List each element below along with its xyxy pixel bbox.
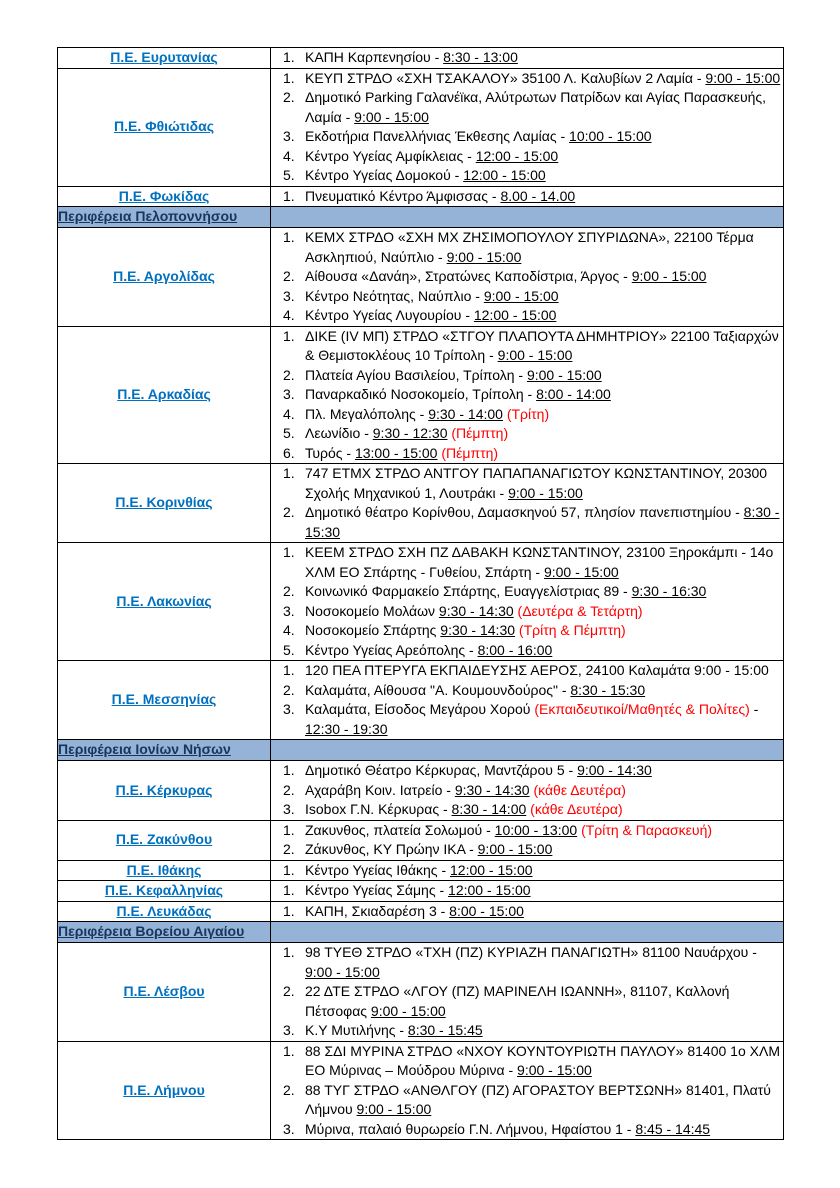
location-item — [271, 127, 783, 147]
location-item — [271, 582, 783, 602]
locations-cell — [271, 543, 784, 661]
location-name-text: ΔΙΚΕ (IV ΜΠ) ΣΤΡΔΟ «ΣΤΓΟΥ ΠΛΑΠΟΥΤΑ ΔΗΜΗΤΡΙΟΥ» 22100 Ταξιαρχών & Θεμιστοκλέους 10 Τρίπολη - — [305, 327, 779, 363]
location-item — [271, 48, 783, 68]
item-number: 3. — [283, 1022, 295, 1038]
location-name-text: Μύρινα, παλαιό θυρωρείο Γ.Ν. Λήμνου, Ηφαίστου 1 - — [305, 1120, 636, 1137]
item-text — [305, 840, 783, 860]
region-name-cell — [58, 881, 271, 902]
item-text — [305, 267, 783, 287]
region-name-cell — [58, 48, 271, 69]
location-item — [271, 187, 783, 207]
region-name-link[interactable]: Π.Ε. Κορινθίας — [115, 494, 213, 511]
location-name-text: 22 ΔΤΕ ΣΤΡΔΟ «ΛΓΟΥ (ΠΖ) ΜΑΡΙΝΕΛΗ ΙΩΑΝΝΗ», 81107, Καλλονή Πέτσοφας — [305, 983, 730, 1019]
item-text — [305, 1120, 783, 1140]
location-item — [271, 681, 783, 701]
hours-text: 8:30 - 14:00 — [451, 801, 527, 817]
location-item — [271, 405, 783, 425]
location-name-text: Κέντρο Υγείας Σάμης - — [305, 882, 449, 898]
location-item — [271, 602, 783, 622]
item-text — [305, 385, 783, 405]
location-name-text: ΚΑΠΗ, Σκιαδαρέση 3 - — [305, 902, 450, 919]
location-name-text: Αίθουσα «Δανάη», Στρατώνες Καποδίστρια, Άργος - — [305, 268, 632, 284]
item-text — [305, 405, 783, 425]
item-text — [305, 366, 783, 386]
location-name-text: Κέντρο Νεότητας, Ναύπλιο - — [305, 287, 484, 304]
locations-cell — [271, 943, 784, 1042]
item-text — [305, 424, 783, 444]
item-text — [305, 88, 783, 127]
section-title-cell — [58, 207, 271, 228]
location-item — [271, 1120, 783, 1140]
section-header-row — [58, 207, 784, 228]
item-text — [305, 582, 783, 602]
region-name-cell — [58, 228, 271, 327]
location-item — [271, 267, 783, 287]
locations-cell — [271, 901, 784, 922]
region-name-cell — [58, 464, 271, 543]
hours-text: 8.00 - 14.00 — [500, 187, 576, 204]
item-text — [305, 1042, 783, 1081]
region-row — [58, 820, 784, 860]
item-number: 4. — [283, 307, 295, 323]
locations-cell — [271, 1041, 784, 1140]
hours-text: 8:30 - 15:45 — [407, 1022, 483, 1038]
item-text — [305, 621, 783, 641]
item-number: 2. — [283, 1081, 295, 1098]
day-note-text: (Πέμπτη) — [441, 444, 499, 461]
location-item — [271, 464, 783, 503]
location-name-text: Ζάκυνθος, ΚΥ Πρώην ΙΚΑ - — [305, 841, 478, 857]
hours-text: 9:00 - 15:00 — [508, 484, 583, 501]
hours-text: 9:00 - 15:00 — [543, 563, 619, 580]
item-number: 1. — [283, 944, 295, 960]
region-name-cell — [58, 68, 271, 186]
item-text — [305, 306, 783, 326]
item-number: 1. — [283, 187, 295, 204]
item-number: 1. — [283, 327, 295, 344]
item-text — [305, 982, 783, 1021]
location-name-text: ΚΕΜΧ ΣΤΡΔΟ «ΣΧΗ ΜΧ ΖΗΣΙΜΟΠΟΥΛΟΥ ΣΠΥΡΙΔΩΝΑ», 22100 Τέρμα Ασκληπιού, Ναύπλιο - — [305, 229, 754, 265]
location-name-text: Καλαμάτα, Είσοδος Μεγάρου Χορού — [305, 701, 535, 717]
item-number: 3. — [283, 386, 295, 402]
location-name-text: Κέντρο Υγείας Αρεόπολης - — [305, 641, 478, 658]
location-item — [271, 641, 783, 661]
item-number: 2. — [283, 841, 295, 857]
region-name-cell — [58, 186, 271, 207]
hours-text: 9:00 - 15:00 — [305, 963, 380, 980]
region-row — [58, 326, 784, 464]
item-number: 5. — [283, 167, 295, 183]
item-number: 1. — [283, 1042, 295, 1059]
hours-text: 9:00 - 15:00 — [370, 1002, 446, 1019]
item-number: 5. — [283, 425, 295, 441]
item-text — [305, 444, 783, 464]
location-item — [271, 69, 783, 89]
location-name-text: Κέντρο Υγείας Δομοκού - — [305, 167, 464, 183]
item-number: 2. — [283, 268, 295, 284]
locations-cell — [271, 228, 784, 327]
item-number: 3. — [283, 1120, 295, 1137]
region-row — [58, 68, 784, 186]
region-name-link[interactable]: Π.Ε. Ευρυτανίας — [110, 49, 218, 65]
region-row — [58, 464, 784, 543]
location-name-text: Αχαράβη Κοιν. Ιατρείο - — [305, 781, 455, 798]
item-text — [305, 602, 783, 622]
locations-cell — [271, 761, 784, 821]
locations-cell — [271, 326, 784, 464]
location-item — [271, 1042, 783, 1081]
hours-text: 9:30 - 14:30 — [440, 622, 516, 638]
region-name-link[interactable]: Π.Ε. Λακωνίας — [116, 592, 212, 609]
hours-text: 9:00 - 15:00 — [517, 1062, 592, 1078]
location-item — [271, 943, 783, 982]
item-text — [305, 543, 783, 582]
day-note-text: (κάθε Δευτέρα) — [533, 781, 626, 798]
locations-cell — [271, 860, 784, 881]
day-note-text: (κάθε Δευτέρα) — [530, 801, 623, 817]
location-item — [271, 228, 783, 267]
location-name-text: Κ.Υ Μυτιλήνης - — [305, 1022, 408, 1038]
region-name-link[interactable]: Π.Ε. Αργολίδας — [113, 268, 215, 284]
item-text — [305, 48, 783, 68]
item-text — [305, 681, 783, 701]
item-number: 2. — [283, 89, 295, 105]
item-number: 1. — [283, 49, 295, 65]
location-item — [271, 902, 783, 922]
location-name-text: 747 ΕΤΜΧ ΣΤΡΔΟ ΑΝΤΓΟΥ ΠΑΠΑΠΑΝΑΓΙΩΤΟΥ ΚΩΝΣΤΑΝΤΙΝΟΥ, 20300 Σχολής Μηχανικού 1, Λουτράκι - — [305, 465, 768, 501]
location-item — [271, 982, 783, 1021]
hours-text: 9:30 - 14:00 — [428, 405, 503, 422]
location-name-text: Δημοτικό Parking Γαλανέϊκα, Αλύτρωτων Πατρίδων και Αγίας Παρασκευής, Λαμία - — [305, 89, 767, 125]
hours-text: 9:30 - 14:30 — [438, 602, 514, 619]
day-note-text: (Τρίτη) — [506, 405, 550, 422]
item-number: 1. — [283, 69, 295, 86]
item-text — [305, 1021, 783, 1041]
item-text — [305, 943, 783, 982]
hours-text: 8:00 - 14:00 — [536, 386, 611, 402]
region-name-cell — [58, 761, 271, 821]
locations-cell — [271, 881, 784, 902]
region-name-link[interactable]: Π.Ε. Αρκαδίας — [117, 386, 211, 402]
item-number: 1. — [283, 882, 295, 898]
hours-text: 9:00 - 15:00 — [631, 268, 707, 284]
item-number: 3. — [283, 801, 295, 817]
region-name-cell — [58, 860, 271, 881]
location-name-text: Λεωνίδιο - — [305, 425, 373, 441]
item-number: 1. — [283, 861, 295, 878]
location-item — [271, 621, 783, 641]
location-name-text: ΚΕΕΜ ΣΤΡΔΟ ΣΧΗ ΠΖ ΔΑΒΑΚΗ ΚΩΝΣΤΑΝΤΙΝΟΥ, 23100 Ξηροκάμπι - 14ο ΧΛΜ ΕΟ Σπάρτης - Γυθείου, Σπάρτη - — [305, 544, 774, 580]
location-name-text: - — [749, 701, 759, 717]
location-name-text: Κοινωνικό Φαρμακείο Σπάρτης, Ευαγγελίστριας 89 - — [305, 583, 632, 599]
hours-text: 12:00 - 15:00 — [475, 147, 559, 164]
location-name-text: Πλ. Μεγαλόπολης - — [305, 405, 429, 422]
location-item — [271, 781, 783, 801]
item-number: 1. — [283, 821, 295, 838]
hours-text: 12:30 - 19:30 — [305, 720, 388, 737]
section-title: Περιφέρεια Βορείου Αιγαίου — [58, 923, 245, 940]
region-row — [58, 881, 784, 902]
locations-cell — [271, 48, 784, 69]
location-name-text: Δημοτικό θέατρο Κορίνθου, Δαμασκηνού 57, πλησίον πανεπιστημίου - — [305, 504, 744, 520]
location-item — [271, 661, 783, 681]
section-title-cell — [58, 740, 271, 761]
item-text — [305, 821, 783, 841]
item-number: 2. — [283, 366, 295, 383]
hours-text: 8:00 - 16:00 — [477, 641, 553, 658]
hours-text: 12:00 - 15:00 — [450, 861, 533, 878]
location-item — [271, 1081, 783, 1120]
location-name-text: Πλατεία Αγίου Βασιλείου, Τρίπολη - — [305, 366, 527, 383]
hours-text: 9:30 - 12:30 — [372, 425, 448, 441]
hours-text: 12:00 - 15:00 — [463, 167, 546, 183]
hours-text: 9:00 - 15:00 — [497, 347, 573, 363]
item-number: 2. — [283, 781, 295, 798]
region-row — [58, 661, 784, 740]
item-text — [305, 69, 783, 89]
item-text — [305, 800, 783, 820]
location-item — [271, 861, 783, 881]
region-name-link[interactable]: Π.Ε. Λευκάδας — [116, 902, 212, 919]
item-number: 1. — [283, 762, 295, 778]
day-note-text: (Πέμπτη) — [451, 425, 509, 441]
regions-table — [57, 47, 784, 1140]
location-name-text: Πνευματικό Κέντρο Άμφισσας - — [305, 187, 501, 204]
item-text — [305, 187, 783, 207]
hours-text: 12:00 - 15:00 — [448, 882, 531, 898]
location-name-text: Καλαμάτα, Αίθουσα "Α. Κουμουνδούρος" - — [305, 681, 571, 698]
item-number: 1. — [283, 465, 295, 481]
item-number: 3. — [283, 602, 295, 619]
region-row — [58, 48, 784, 69]
region-name-link[interactable]: Π.Ε. Φωκίδας — [118, 187, 210, 204]
region-name-link[interactable]: Π.Ε. Κέρκυρας — [115, 781, 213, 798]
section-spacer-cell — [271, 207, 784, 228]
region-row — [58, 1041, 784, 1140]
location-name-text: 88 ΣΔΙ ΜΥΡΙΝΑ ΣΤΡΔΟ «ΝΧΟΥ ΚΟΥΝΤΟΥΡΙΩΤΗ ΠΑΥΛΟΥ» 81400 1ο ΧΛΜ ΕΟ Μύρινας – Μούδρου Μύρινα - — [305, 1042, 780, 1078]
region-name-link[interactable]: Π.Ε. Μεσσηνίας — [111, 691, 217, 708]
locations-cell — [271, 661, 784, 740]
item-text — [305, 166, 783, 186]
region-name-link[interactable]: Π.Ε. Ιθάκης — [126, 861, 202, 878]
location-name-text: Κέντρο Υγείας Αμφίκλειας - — [305, 147, 476, 164]
location-item — [271, 1021, 783, 1041]
region-name-cell — [58, 326, 271, 464]
location-item — [271, 543, 783, 582]
region-row — [58, 901, 784, 922]
day-note-text: (Τρίτη & Παρασκευή) — [581, 821, 713, 838]
item-text — [305, 287, 783, 307]
hours-text: 8:30 - 15:30 — [305, 504, 780, 540]
item-text — [305, 781, 783, 801]
item-number: 1. — [283, 544, 295, 560]
item-number: 3. — [283, 701, 295, 717]
region-name-link[interactable]: Π.Ε. Λέσβου — [123, 983, 205, 999]
item-text — [305, 503, 783, 542]
item-number: 1. — [283, 662, 295, 678]
location-name-text: 120 ΠΕΑ ΠΤΕΡΥΓΑ ΕΚΠΑΙΔΕΥΣΗΣ ΑΕΡΟΣ, 24100 Καλαμάτα 9:00 - 15:00 — [305, 662, 769, 678]
region-name-cell — [58, 820, 271, 860]
item-number: 6. — [283, 444, 295, 461]
location-item — [271, 800, 783, 820]
item-text — [305, 700, 783, 739]
item-number: 1. — [283, 229, 295, 245]
item-text — [305, 127, 783, 147]
location-name-text: 98 ΤΥΕΘ ΣΤΡΔΟ «ΤΧΗ (ΠΖ) ΚΥΡΙΑΖΗ ΠΑΝΑΓΙΩΤΗ» 81100 Ναυάρχου - — [305, 944, 757, 960]
location-name-text: Κέντρο Υγείας Λυγουρίου - — [305, 307, 474, 323]
location-item — [271, 761, 783, 781]
location-name-text: Isobox Γ.Ν. Κέρκυρας - — [305, 801, 452, 817]
item-text — [305, 881, 783, 901]
region-row — [58, 860, 784, 881]
section-header-row — [58, 740, 784, 761]
location-name-text: 88 ΤΥΓ ΣΤΡΔΟ «ΑΝΘΛΓΟΥ (ΠΖ) ΑΓΟΡΑΣΤΟΥ ΒΕΡΤΣΩΝΗ» 81401, Πλατύ Λήμνου — [305, 1081, 771, 1117]
section-title-cell — [58, 922, 271, 943]
location-name-text: Νοσοκομείο Σπάρτης — [305, 622, 441, 638]
item-number: 2. — [283, 583, 295, 599]
hours-text: 9:30 - 16:30 — [631, 583, 707, 599]
region-name-cell — [58, 943, 271, 1042]
region-name-link[interactable]: Π.Ε. Λήμνου — [123, 1081, 205, 1098]
hours-text: 10:00 - 15:00 — [569, 128, 652, 144]
hours-text: 8:45 - 14:45 — [635, 1120, 711, 1137]
item-text — [305, 902, 783, 922]
location-item — [271, 700, 783, 739]
hours-text: 9:30 - 14:30 — [454, 781, 530, 798]
section-header-row — [58, 922, 784, 943]
item-number: 3. — [283, 287, 295, 304]
location-item — [271, 821, 783, 841]
hours-text: 9:00 - 15:00 — [356, 1101, 432, 1117]
hours-text: 9:00 - 15:00 — [526, 366, 602, 383]
location-item — [271, 88, 783, 127]
item-text — [305, 861, 783, 881]
location-item — [271, 166, 783, 186]
location-item — [271, 306, 783, 326]
location-item — [271, 287, 783, 307]
region-row — [58, 761, 784, 821]
item-number: 4. — [283, 405, 295, 422]
item-number: 2. — [283, 983, 295, 999]
location-name-text: Τυρός - — [305, 444, 355, 461]
hours-text: 9:00 - 15:00 — [477, 841, 553, 857]
section-title: Περιφέρεια Πελοποννήσου — [58, 208, 238, 225]
location-name-text: Κέντρο Υγείας Ιθάκης - — [305, 861, 450, 878]
region-name-cell — [58, 901, 271, 922]
hours-text: 8:00 - 15:00 — [449, 902, 524, 919]
item-text — [305, 327, 783, 366]
region-name-link[interactable]: Π.Ε. Φθιώτιδας — [113, 118, 215, 135]
location-item — [271, 424, 783, 444]
item-text — [305, 228, 783, 267]
location-item — [271, 503, 783, 542]
location-item — [271, 385, 783, 405]
section-spacer-cell — [271, 922, 784, 943]
location-name-text: Νοσοκομείο Μολάων — [305, 602, 439, 619]
item-text — [305, 1081, 783, 1120]
region-row — [58, 943, 784, 1042]
region-row — [58, 543, 784, 661]
region-name-link[interactable]: Π.Ε. Ζακύνθου — [115, 831, 213, 848]
hours-text: 12:00 - 15:00 — [473, 307, 557, 323]
hours-text: 13:00 - 15:00 — [354, 444, 438, 461]
location-name-text: Δημοτικό Θέατρο Κέρκυρας, Μαντζάρου 5 - — [305, 762, 578, 778]
section-spacer-cell — [271, 740, 784, 761]
day-note-text: (Εκπαιδευτικοί/Μαθητές & Πολίτες) — [534, 701, 750, 717]
day-note-text: (Τρίτη & Πέμπτη) — [518, 622, 626, 638]
location-item — [271, 840, 783, 860]
location-name-text: ΚΑΠΗ Καρπενησίου - — [305, 49, 444, 65]
region-row — [58, 186, 784, 207]
location-item — [271, 327, 783, 366]
locations-cell — [271, 186, 784, 207]
item-number: 1. — [283, 902, 295, 919]
locations-cell — [271, 464, 784, 543]
region-name-cell — [58, 543, 271, 661]
region-name-cell — [58, 661, 271, 740]
hours-text: 8:30 - 13:00 — [443, 49, 518, 65]
section-title: Περιφέρεια Ιονίων Νήσων — [58, 741, 231, 758]
region-name-cell — [58, 1041, 271, 1140]
item-number: 4. — [283, 147, 295, 164]
hours-text: 9:00 - 15:00 — [705, 69, 781, 86]
location-item — [271, 147, 783, 167]
location-name-text: Παναρκαδικό Νοσοκομείο, Τρίπολη - — [305, 386, 537, 402]
hours-text: 9:00 - 15:00 — [446, 248, 522, 265]
hours-text: 10:00 - 13:00 — [494, 821, 578, 838]
hours-text: 9:00 - 15:00 — [354, 108, 429, 125]
region-row — [58, 228, 784, 327]
location-item — [271, 444, 783, 464]
item-text — [305, 761, 783, 781]
day-note-text: (Δευτέρα & Τετάρτη) — [517, 602, 643, 619]
hours-text: 8:30 - 15:30 — [570, 681, 646, 698]
region-name-link[interactable]: Π.Ε. Κεφαλληνίας — [104, 882, 224, 898]
location-name-text: Ζακυνθος, πλατεία Σολωμού - — [305, 821, 495, 838]
location-name-text: ΚΕΥΠ ΣΤΡΔΟ «ΣΧΗ ΤΣΑΚΑΛΟΥ» 35100 Λ. Καλυβίων 2 Λαμία - — [305, 69, 706, 86]
hours-text: 9:00 - 15:00 — [483, 287, 559, 304]
item-number: 3. — [283, 128, 295, 144]
location-item — [271, 881, 783, 901]
locations-cell — [271, 820, 784, 860]
location-item — [271, 366, 783, 386]
hours-text: 9:00 - 14:30 — [577, 762, 652, 778]
item-number: 4. — [283, 622, 295, 638]
item-text — [305, 147, 783, 167]
location-name-text: Εκδοτήρια Πανελλήνιας Έκθεσης Λαμίας - — [305, 128, 570, 144]
item-number: 5. — [283, 641, 295, 658]
locations-cell — [271, 68, 784, 186]
item-text — [305, 641, 783, 661]
item-number: 2. — [283, 504, 295, 520]
item-text — [305, 661, 783, 681]
item-text — [305, 464, 783, 503]
item-number: 2. — [283, 681, 295, 698]
